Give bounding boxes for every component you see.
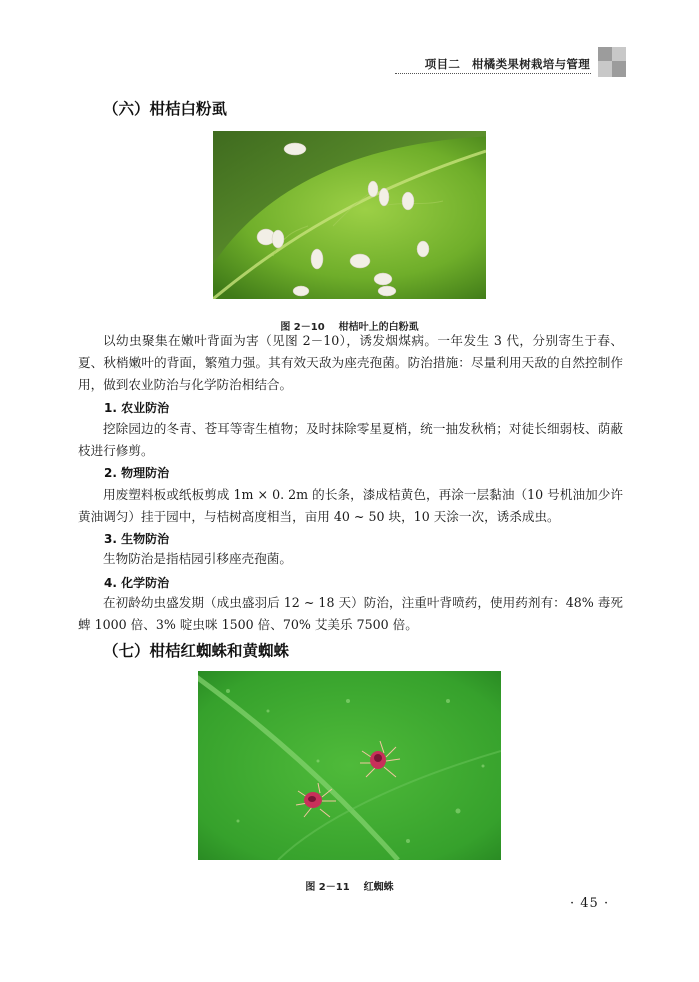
header-rule: [395, 73, 591, 74]
caption-number: 图 2－10: [280, 322, 325, 333]
figure-spider-mite: [198, 671, 501, 860]
subheading-chemical: 4. 化学防治: [104, 576, 170, 590]
section-heading-whitefly: （六）柑桔白粉虱: [103, 100, 228, 118]
figure-whitefly: [213, 131, 486, 299]
running-header: 项目二 柑橘类果树栽培与管理: [424, 57, 590, 71]
red-spider-mite-photo: [198, 671, 501, 860]
subheading-biological: 3. 生物防治: [104, 532, 170, 546]
corner-block-icon: [598, 47, 626, 77]
intro-paragraph: 以幼虫聚集在嫩叶背面为害（见图 2－10），诱发烟煤病。一年发生 3 代，分别寄生于春、夏、秋梢嫩叶的背面，繁殖力强。其有效天敌为座壳孢菌。防治措施：尽量利用天敌的自然控制作用，做到农业防治与化学防治相结合。: [78, 333, 623, 392]
section-heading-spider-mite: （七）柑桔红蜘蛛和黄蜘蛛: [103, 642, 290, 660]
chemical-paragraph: 在初龄幼虫盛发期（成虫盛羽后 12 ~ 18 天）防治，注重叶背喷药，使用药剂有：48% 毒死蜱 1000 倍、3% 啶虫咪 1500 倍、70% 艾美乐 7500 倍。: [78, 595, 623, 632]
caption-title: 红蜘蛛: [363, 882, 394, 893]
agricultural-paragraph: 挖除园边的冬青、苍耳等寄生植物；及时抹除零星夏梢，统一抽发秋梢；对徒长细弱枝、荫蔽枝进行修剪。: [78, 421, 623, 458]
subheading-agricultural: 1. 农业防治: [104, 401, 170, 415]
whitefly-leaf-photo: [213, 131, 486, 299]
caption-title: 柑桔叶上的白粉虱: [338, 322, 419, 333]
figure-caption-2-11: [0, 878, 699, 893]
biological-paragraph: 生物防治是指桔园引移座壳孢菌。: [103, 551, 292, 566]
physical-paragraph: 用废塑料板或纸板剪成 1m × 0. 2m 的长条，漆成桔黄色，再涂一层黏油（10 号机油加少许黄油调匀）挂于园中，与桔树高度相当，亩用 40 ~ 50 块，10 天涂一次，诱杀成虫。: [78, 487, 623, 524]
subheading-physical: 2. 物理防治: [104, 466, 170, 480]
caption-number: 图 2－11: [305, 882, 350, 893]
page-number: · 45 ·: [570, 896, 610, 911]
